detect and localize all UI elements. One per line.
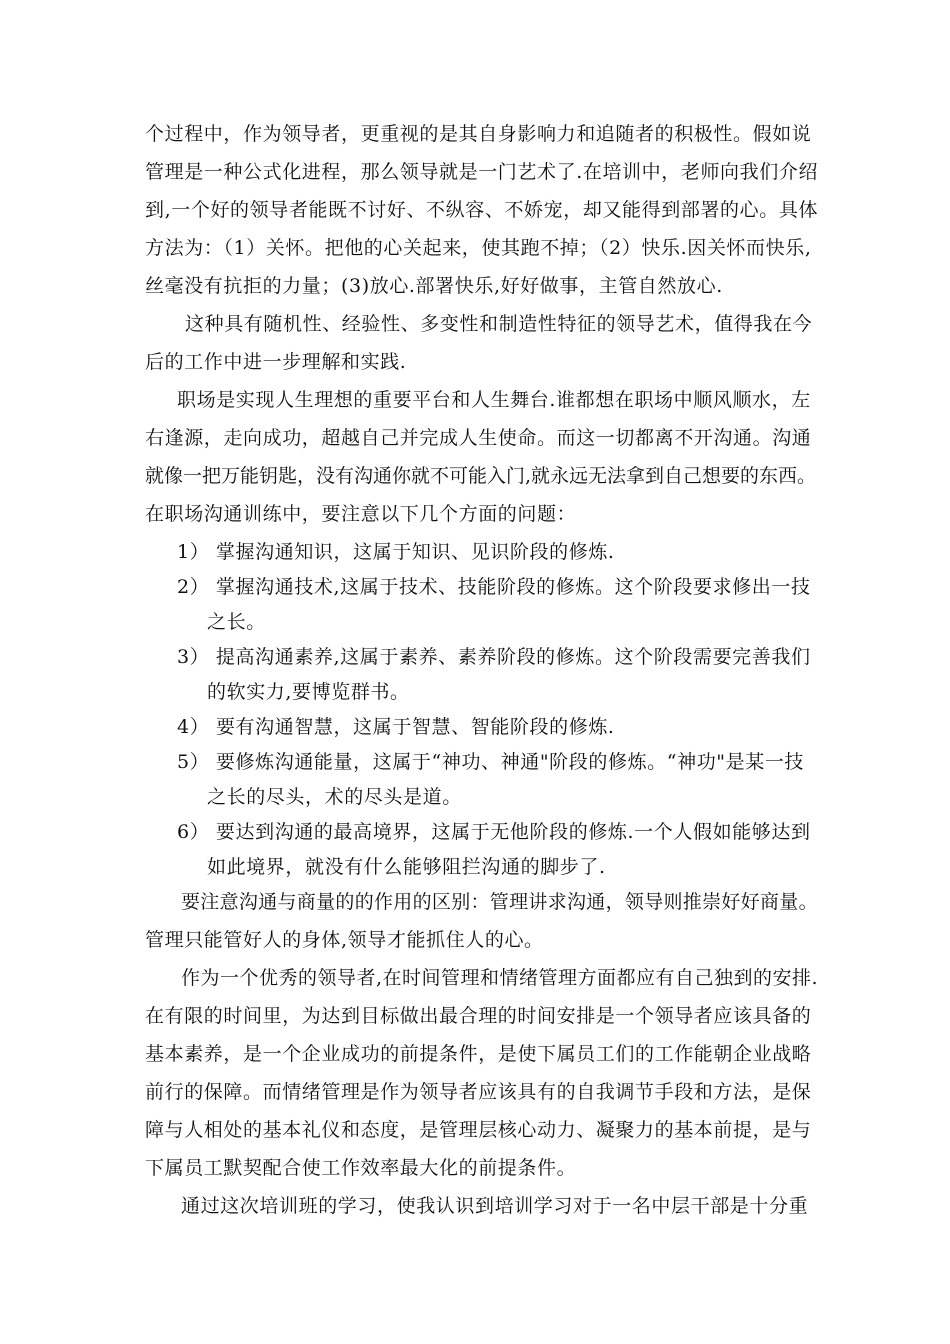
text-line: 障与人相处的基本礼仪和态度，是管理层核心动力、凝聚力的基本前提，是与 <box>145 1119 812 1141</box>
text-line: 后的工作中进一步理解和实践. <box>145 351 407 373</box>
text-line: 作为一个优秀的领导者,在时间管理和情绪管理方面都应有自己独到的安排. <box>181 967 819 989</box>
text-line: 前行的保障。而情绪管理是作为领导者应该具有的自我调节手段和方法，是保 <box>145 1081 812 1103</box>
list-item: 6） 要达到沟通的最高境界，这属于无他阶段的修炼.一个人假如能够达到 <box>177 821 811 843</box>
list-item: 3） 提高沟通素养,这属于素养、素养阶段的修炼。这个阶段需要完善我们 <box>177 646 811 668</box>
text-line: 丝毫没有抗拒的力量；(3)放心.部署快乐,好好做事，主管自然放心. <box>145 275 723 297</box>
text-line: 在职场沟通训练中，要注意以下几个方面的问题： <box>145 503 577 525</box>
text-line: 职场是实现人生理想的重要平台和人生舞台.谁都想在职场中顺风顺水，左 <box>177 389 811 411</box>
text-line: 右逢源，走向成功，超越自己并完成人生使命。而这一切都离不开沟通。沟通 <box>145 427 812 449</box>
list-item: 4） 要有沟通智慧，这属于智慧、智能阶段的修炼. <box>177 716 615 738</box>
list-item-continuation: 如此境界，就没有什么能够阻拦沟通的脚步了. <box>207 856 606 878</box>
text-line: 就像一把万能钥匙，没有沟通你就不可能入门,就永远无法拿到自己想要的东西。 <box>145 465 817 487</box>
list-item: 2） 掌握沟通技术,这属于技术、技能阶段的修炼。这个阶段要求修出一技 <box>177 576 811 598</box>
text-line: 通过这次培训班的学习，使我认识到培训学习对于一名中层干部是十分重 <box>181 1195 809 1217</box>
text-line: 下属员工默契配合使工作效率最大化的前提条件。 <box>145 1157 577 1179</box>
text-line: 基本素养，是一个企业成功的前提条件，是使下属员工们的工作能朝企业战略 <box>145 1043 812 1065</box>
text-line: 个过程中，作为领导者，更重视的是其自身影响力和追随者的积极性。假如说 <box>145 123 812 145</box>
list-item: 5） 要修炼沟通能量，这属于“神功、神通"阶段的修炼。“神功"是某一技 <box>177 751 805 773</box>
text-line: 管理是一种公式化进程，那么领导就是一门艺术了.在培训中，老师向我们介绍 <box>145 161 819 183</box>
list-item: 1） 掌握沟通知识，这属于知识、见识阶段的修炼. <box>177 541 615 563</box>
text-line: 在有限的时间里，为达到目标做出最合理的时间安排是一个领导者应该具备的 <box>145 1005 812 1027</box>
text-line: 这种具有随机性、经验性、多变性和制造性特征的领导艺术，值得我在今 <box>185 313 813 335</box>
text-line: 方法为：（1）关怀。把他的心关起来，使其跑不掉；（2）快乐.因关怀而快乐, <box>145 237 812 259</box>
text-line: 要注意沟通与商量的的作用的区别：管理讲求沟通，领导则推崇好好商量。 <box>181 891 818 913</box>
text-line: 到,一个好的领导者能既不讨好、不纵容、不娇宠，却又能得到部署的心。具体 <box>145 199 819 221</box>
list-item-continuation: 之长。 <box>207 611 266 633</box>
list-item-continuation: 之长的尽头，术的尽头是道。 <box>207 786 462 808</box>
text-line: 管理只能管好人的身体,领导才能抓住人的心。 <box>145 929 544 951</box>
list-item-continuation: 的软实力,要博览群书。 <box>207 681 410 703</box>
